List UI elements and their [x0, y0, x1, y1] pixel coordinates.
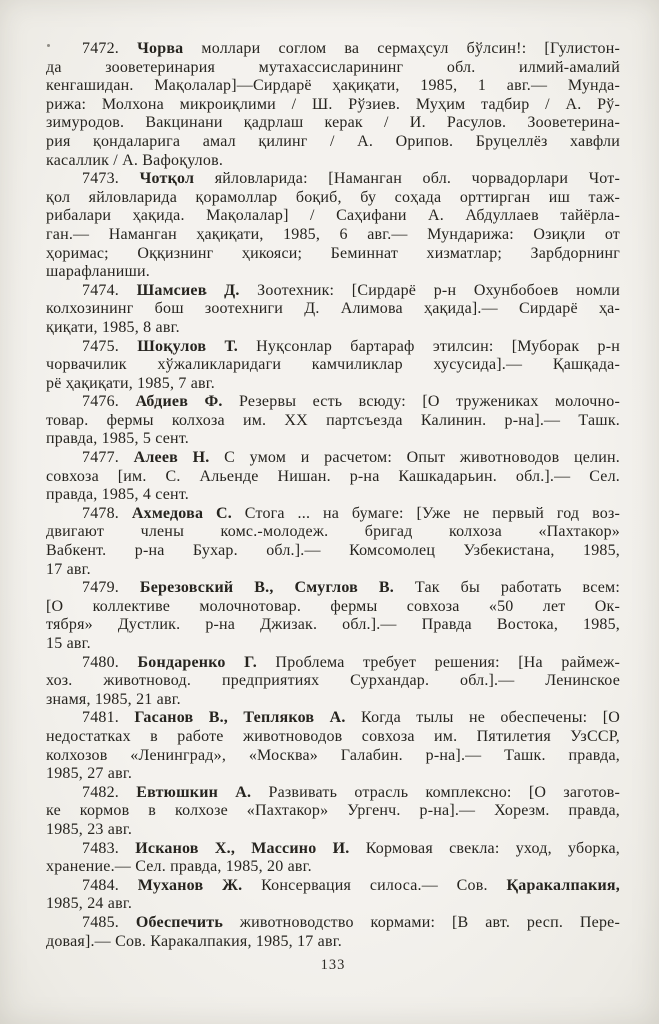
entry-7482: [46, 784, 620, 840]
entry-7477: [46, 449, 620, 505]
entry-line: зимуродов. Вакцинани қадрлаш керак / И. Расулов. Зооветерина-: [46, 114, 620, 132]
entry-line: ган.— Наманган ҳақиқати, 1985, 6 авг.— Мундарижа: Озиқли от: [46, 225, 620, 243]
entry-line: хранение.— Сел. правда, 1985, 20 авг.: [46, 858, 312, 876]
entry-line: чорвачилик хўжаликларидаги камчиликлар хусусида].— Қашқада-: [46, 356, 620, 374]
entry-line: товар. фермы колхоза им. XX партсъезда Калинин. р-на].— Ташк.: [46, 411, 620, 429]
entry-7483: [46, 840, 620, 877]
entry-line: правда, 1985, 4 сент.: [46, 486, 190, 504]
entry-7476: [46, 393, 620, 449]
entries: [46, 40, 620, 951]
entry-7484: [46, 877, 620, 914]
entry-line: колхозининг бош зоотехниги Д. Алимова ҳақида].— Сирдарё ҳа-: [46, 300, 620, 318]
entry-line: ке кормов в колхозе «Пахтакор» Ургенч. р-на].— Хорезм. правда,: [46, 802, 620, 820]
entry-7472: [46, 40, 620, 170]
entry-line: қол яйловларида қорамоллар боқиб, бу соҳада орттирган иш таж-: [46, 188, 620, 206]
entry-line: рия қондаларига амал қилинг / А. Орипов. Бруцеллёз хавфли: [46, 132, 620, 150]
page-number: 133: [320, 957, 346, 974]
entry-line: рё ҳақиқати, 1985, 7 авг.: [46, 374, 215, 392]
entry-line: шарафланиши.: [46, 263, 150, 281]
entry-line: 7483. Исканов Х., Массино И. Кормовая свекла: уход, уборка,: [82, 839, 620, 857]
entry-line: 7472. Чорва моллари соглом ва сермаҳсул бўлсин!: [Гулистон-: [82, 40, 621, 57]
entry-line: совхоза [им. С. Альенде Нишан. р-на Кашкадарьин. обл.].— Сел.: [46, 467, 620, 485]
entry-line: касаллик / А. Вафоқулов.: [46, 151, 224, 169]
entry-line: қиқати, 1985, 8 авг.: [46, 318, 180, 336]
entry-line: хоз. животновод. предприятиях Сурхандар. обл.].— Ленинское: [46, 672, 620, 690]
entry-line: знамя, 1985, 21 авг.: [46, 690, 181, 708]
bibliography-text-block: [46, 40, 620, 975]
entry-line: недостатках в работе животноводов совхоза им. Пятилетия УзССР,: [46, 727, 620, 745]
entry-line: [О коллективе молочнотовар. фермы совхоза «50 лет Ок-: [46, 597, 620, 615]
entry-line: колхозов «Ленинград», «Москва» Галабин. р-на].— Ташк. правда,: [46, 746, 620, 764]
entry-7481: [46, 709, 620, 783]
entry-line: 7478. Ахмедова С. Стога ... на бумаге: [Уже не первый год воз-: [82, 504, 621, 522]
entry-line: правда, 1985, 5 сент.: [46, 430, 190, 448]
entry-7480: [46, 654, 620, 710]
entry-line: 15 авг.: [46, 635, 91, 652]
entry-line: тября» Дустлик. р-на Джизак. обл.].— Правда Востока, 1985,: [46, 616, 620, 634]
entry-line: довая].— Сов. Каракалпакия, 1985, 17 авг.: [46, 932, 342, 950]
entry-line: 7474. Шамсиев Д. Зоотехник: [Сирдарё р-н Охунбобоев номли: [82, 281, 620, 299]
entry-line: кенгашидан. Мақолалар]—Сирдарё ҳақиқати, 1985, 1 авг.— Мунда-: [46, 77, 620, 95]
entry-line: 7482. Евтюшкин А. Развивать отрасль комплексно: [О заготов-: [82, 783, 620, 801]
entry-line: 7475. Шоқулов Т. Нуқсонлар бартараф этилсин: [Муборак р-н: [82, 337, 620, 355]
entry-line: Вабкент. р-на Бухар. обл.].— Комсомолец Узбекистана, 1985,: [46, 542, 620, 560]
entry-line: 7484. Муханов Ж. Консервация силоса.— Сов. Қаракалпакия,: [82, 876, 620, 894]
entry-line: 7480. Бондаренко Г. Проблема требует решения: [На раймеж-: [82, 653, 620, 671]
entry-7485: [46, 914, 620, 951]
entry-7478: [46, 505, 620, 579]
entry-line: 7477. Алеев Н. С умом и расчетом: Опыт животноводов целин.: [82, 449, 620, 467]
entry-line: 7479. Березовский В., Смуглов В. Так бы работать всем:: [82, 579, 620, 597]
entry-7473: [46, 170, 620, 282]
entry-7479: [46, 579, 620, 653]
entry-line: ҳоримас; Оққизнинг ҳикояси; Беминнат хизматлар; Зарбдорнинг: [46, 244, 620, 262]
entry-line: 1985, 24 авг.: [46, 895, 133, 913]
entry-line: 1985, 27 авг.: [46, 765, 133, 783]
entry-line: 7481. Гасанов В., Тепляков А. Когда тылы не обеспечены: [О: [82, 709, 621, 727]
entry-line: 7473. Чотқол яйловларида: [Наманган обл. чорвадорлари Чот-: [82, 170, 620, 188]
entry-line: 7485. Обеспечить животноводство кормами: [В авт. респ. Пере-: [82, 913, 621, 931]
entry-line: 7476. Абдиев Ф. Резервы есть всюду: [О тружениках молочно-: [82, 393, 620, 411]
entry-line: двигают члены комс.-молодеж. бригад колхоза «Пахтакор»: [46, 523, 620, 541]
entry-line: рижа: Молхона микроиқлими / Ш. Рўзиев. Муҳим тадбир / А. Рў-: [46, 95, 620, 113]
entry-line: 17 авг.: [46, 560, 91, 578]
entry-line: да зооветеринария мутахассисларининг обл. илмий-амалий: [46, 58, 620, 76]
entry-line: 1985, 23 авг.: [46, 820, 133, 838]
entry-7475: [46, 338, 620, 394]
entry-line: рибалари ҳақида. Мақолалар] / Саҳифани А. Абдуллаев тайёрла-: [46, 207, 620, 225]
entry-7474: [46, 282, 620, 338]
